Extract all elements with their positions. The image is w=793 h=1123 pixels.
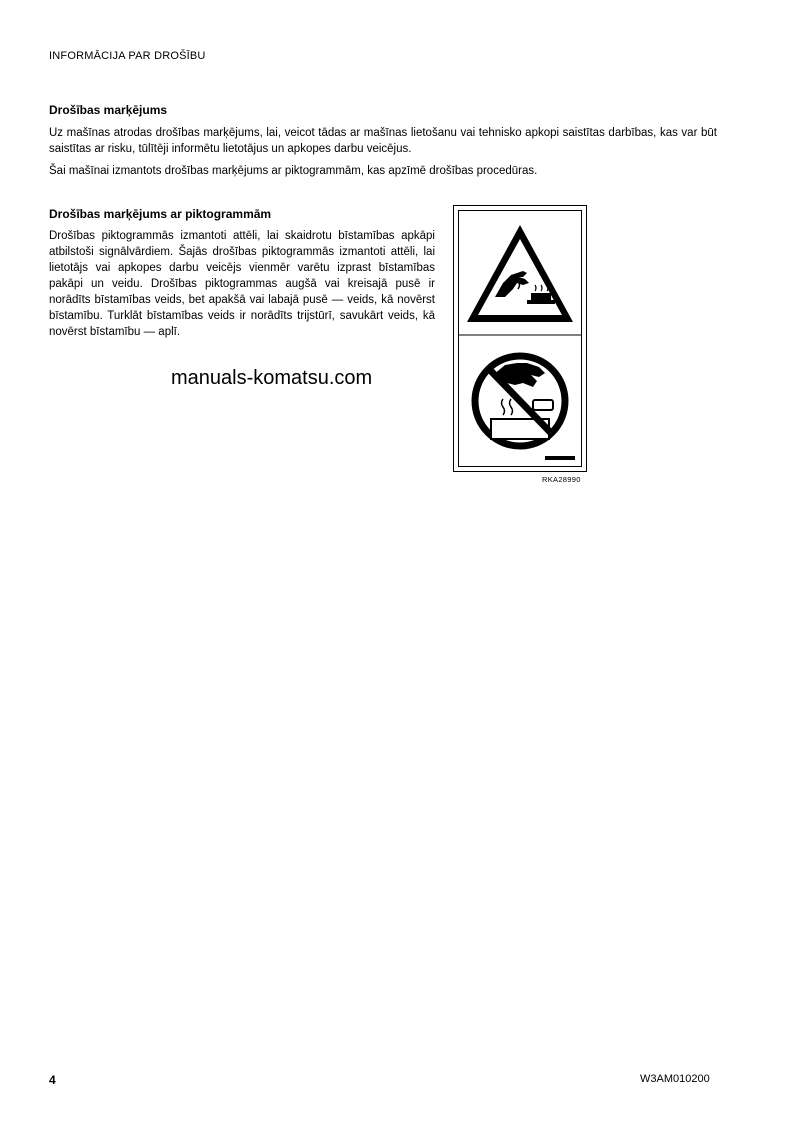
- safety-label-illustration: [453, 205, 587, 472]
- pictograms-paragraph: Drošības piktogrammās izmantoti attēli, lai skaidrotu bīstamības apkāpi atbilstoši signālvārdiem. Šajās drošības piktogrammās izmantoti attēli, lai lietotājs vai apkopes darbu veicējs vienmēr varētu izprast bīstamības pakāpi un veidu. Drošības piktogrammas augšā vai kreisajā pusē ir norādīts bīstamības veids, bet apakšā vai labajā pusē — veids, kā novērst bīstamību. Turklāt bīstamības veids ir norādīts trijstūrī, savukārt veids, kā novērst bīstamību — aplī.: [49, 230, 435, 338]
- running-header: INFORMĀCIJA PAR DROŠĪBU: [49, 50, 206, 62]
- section-heading-pictograms: Drošības marķējums ar piktogrammām: [49, 207, 272, 221]
- document-code: W3AM010200: [640, 1073, 710, 1085]
- section-heading-safety-labels: Drošības marķējums: [49, 103, 168, 117]
- figure-code: RKA28990: [542, 475, 581, 484]
- do-not-touch-hot-surface-icon: [475, 356, 565, 446]
- label-part-number-strip: [545, 456, 575, 460]
- watermark-text: manuals-komatsu.com: [171, 367, 373, 389]
- safety-label-figure: [453, 205, 587, 472]
- safety-labels-paragraph-1: Uz mašīnas atrodas drošības marķējums, lai, veicot tādas ar mašīnas lietošanu vai tehnisko apkopi saistītas darbības, kas var būt saistītas ar risku, tūlītēji informētu lietotājus un apkopes darbu veicējus.: [49, 127, 717, 155]
- page-number: 4: [49, 1073, 56, 1087]
- safety-labels-paragraph-2: Šai mašīnai izmantots drošības marķējums ar piktogrammām, kas apzīmē drošības procedūras.: [49, 165, 538, 177]
